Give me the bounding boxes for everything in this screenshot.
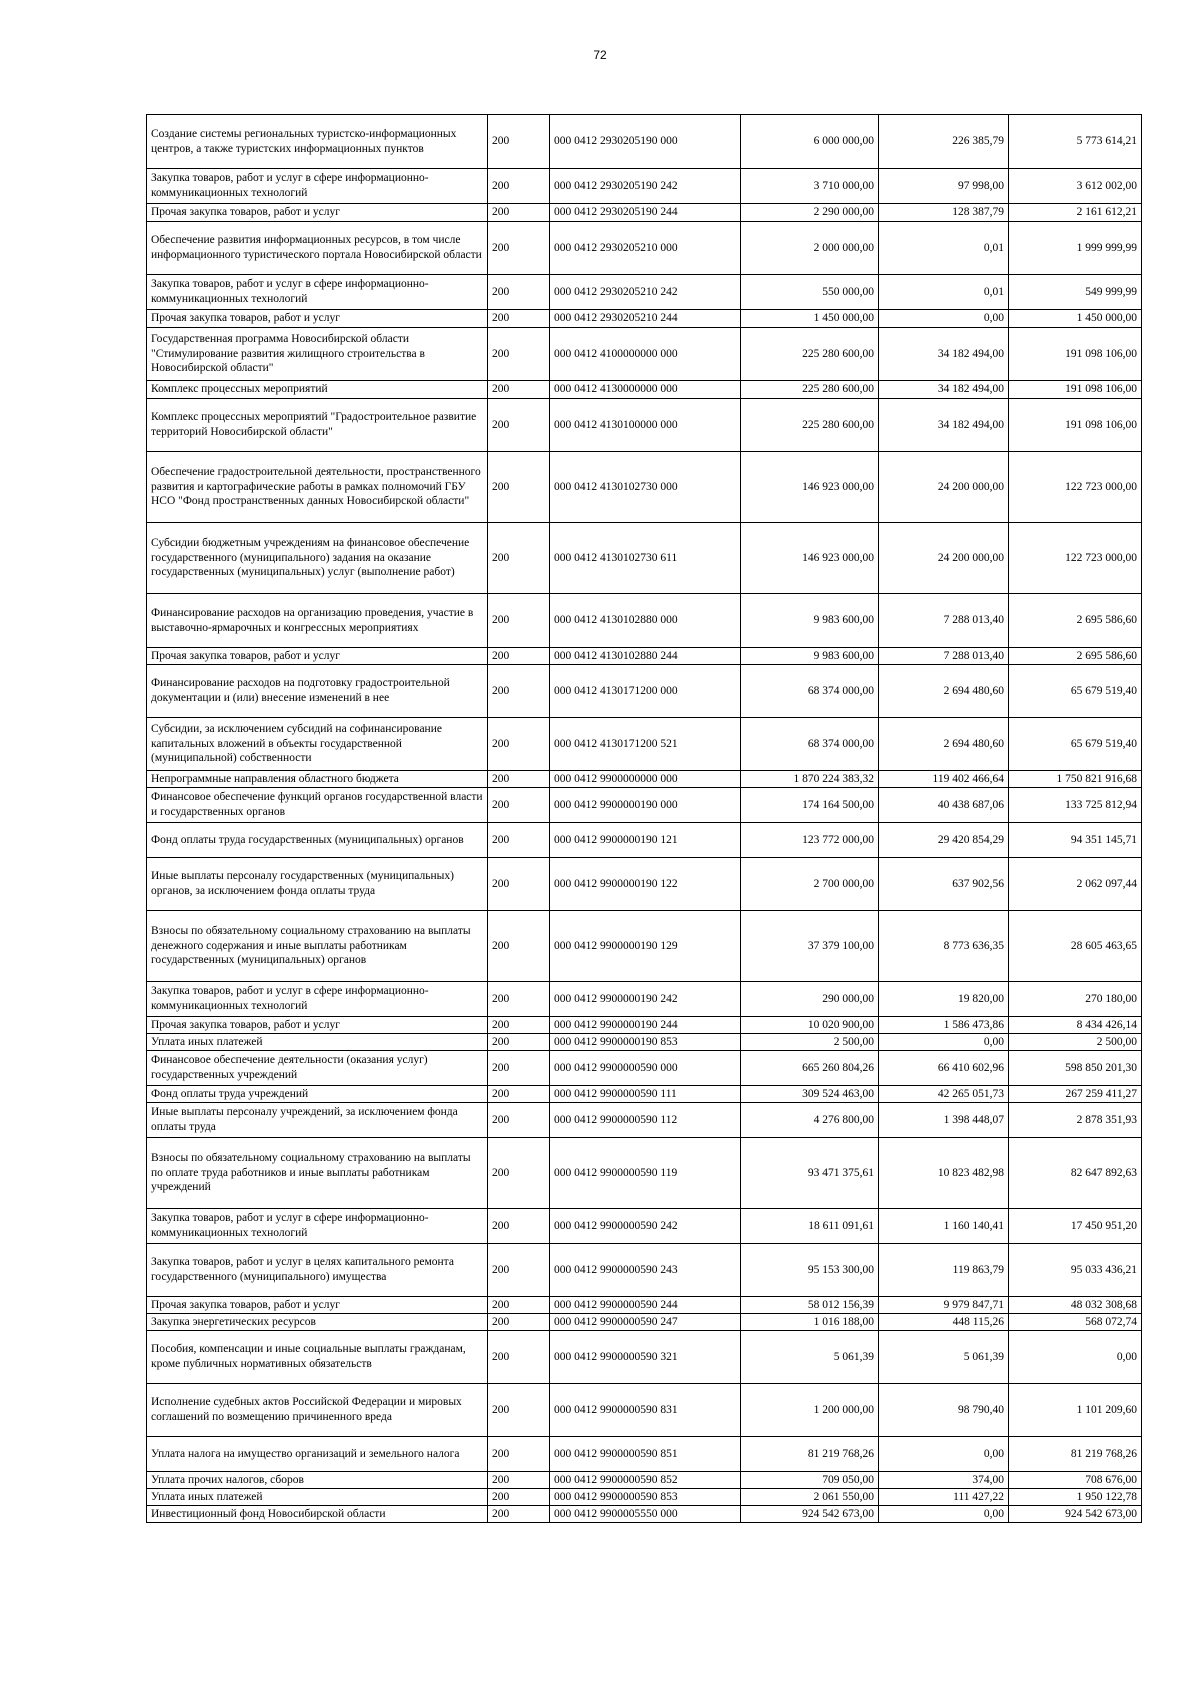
row-name: Пособия, компенсации и иные социальные выплаты гражданам, кроме публичных нормативных обязательств [147, 1331, 488, 1384]
row-name: Уплата иных платежей [147, 1034, 488, 1051]
row-executed-amount: 0,00 [879, 1437, 1009, 1472]
row-code: 200 [488, 1297, 550, 1314]
table-row [147, 1331, 1142, 1384]
row-unexecuted-amount: 95 033 436,21 [1009, 1244, 1142, 1297]
row-code: 200 [488, 1051, 550, 1086]
row-executed-amount: 19 820,00 [879, 982, 1009, 1017]
row-name: Прочая закупка товаров, работ и услуг [147, 1297, 488, 1314]
row-approved-amount: 95 153 300,00 [741, 1244, 879, 1297]
row-classification-code: 000 0412 2930205190 000 [550, 115, 741, 169]
row-executed-amount: 5 061,39 [879, 1331, 1009, 1384]
row-executed-amount: 1 586 473,86 [879, 1017, 1009, 1034]
row-unexecuted-amount: 1 999 999,99 [1009, 222, 1142, 275]
row-executed-amount: 119 863,79 [879, 1244, 1009, 1297]
row-code: 200 [488, 1437, 550, 1472]
table-row [147, 648, 1142, 665]
row-classification-code: 000 0412 2930205210 244 [550, 310, 741, 328]
row-unexecuted-amount: 191 098 106,00 [1009, 399, 1142, 452]
table-row [147, 1017, 1142, 1034]
row-executed-amount: 29 420 854,29 [879, 823, 1009, 858]
row-executed-amount: 448 115,26 [879, 1314, 1009, 1331]
row-approved-amount: 2 500,00 [741, 1034, 879, 1051]
row-name: Финансовое обеспечение деятельности (оказания услуг) государственных учреждений [147, 1051, 488, 1086]
table-row [147, 1437, 1142, 1472]
row-executed-amount: 2 694 480,60 [879, 718, 1009, 771]
row-name: Финансовое обеспечение функций органов государственной власти и государственных органов [147, 788, 488, 823]
row-approved-amount: 1 016 188,00 [741, 1314, 879, 1331]
table-row [147, 718, 1142, 771]
row-approved-amount: 550 000,00 [741, 275, 879, 310]
row-classification-code: 000 0412 4130100000 000 [550, 399, 741, 452]
row-name: Финансирование расходов на организацию проведения, участие в выставочно-ярмарочных и конгрессных мероприятиях [147, 594, 488, 648]
row-code: 200 [488, 1506, 550, 1523]
row-unexecuted-amount: 2 500,00 [1009, 1034, 1142, 1051]
row-classification-code: 000 0412 9900000590 243 [550, 1244, 741, 1297]
row-classification-code: 000 0412 9900000590 000 [550, 1051, 741, 1086]
row-executed-amount: 34 182 494,00 [879, 328, 1009, 381]
row-code: 200 [488, 399, 550, 452]
table-row [147, 310, 1142, 328]
row-code: 200 [488, 1314, 550, 1331]
row-executed-amount: 97 998,00 [879, 169, 1009, 204]
table-row [147, 982, 1142, 1017]
table-row [147, 1086, 1142, 1103]
row-executed-amount: 0,00 [879, 310, 1009, 328]
table-row [147, 1244, 1142, 1297]
row-name: Обеспечение градостроительной деятельности, пространственного развития и картографические работы в рамках полномочий ГБУ НСО "Фонд пространственных данных Новосибирской области" [147, 452, 488, 523]
row-code: 200 [488, 982, 550, 1017]
row-unexecuted-amount: 65 679 519,40 [1009, 718, 1142, 771]
row-approved-amount: 290 000,00 [741, 982, 879, 1017]
row-classification-code: 000 0412 4130102730 000 [550, 452, 741, 523]
row-approved-amount: 174 164 500,00 [741, 788, 879, 823]
row-code: 200 [488, 523, 550, 594]
budget-execution-table [146, 114, 1142, 1523]
row-approved-amount: 10 020 900,00 [741, 1017, 879, 1034]
row-executed-amount: 1 398 448,07 [879, 1103, 1009, 1138]
row-unexecuted-amount: 2 695 586,60 [1009, 594, 1142, 648]
row-code: 200 [488, 1331, 550, 1384]
row-classification-code: 000 0412 4130102880 244 [550, 648, 741, 665]
row-approved-amount: 93 471 375,61 [741, 1138, 879, 1209]
table-row [147, 771, 1142, 788]
row-name: Государственная программа Новосибирской области "Стимулирование развития жилищного строительства в Новосибирской области" [147, 328, 488, 381]
row-name: Финансирование расходов на подготовку градостроительной документации и (или) внесение изменений в нее [147, 665, 488, 718]
row-approved-amount: 18 611 091,61 [741, 1209, 879, 1244]
row-approved-amount: 37 379 100,00 [741, 911, 879, 982]
row-code: 200 [488, 1103, 550, 1138]
row-approved-amount: 123 772 000,00 [741, 823, 879, 858]
table-row [147, 911, 1142, 982]
table-row [147, 399, 1142, 452]
row-approved-amount: 225 280 600,00 [741, 381, 879, 399]
table-row [147, 1297, 1142, 1314]
row-executed-amount: 34 182 494,00 [879, 381, 1009, 399]
row-approved-amount: 225 280 600,00 [741, 328, 879, 381]
row-name: Уплата прочих налогов, сборов [147, 1472, 488, 1489]
row-unexecuted-amount: 270 180,00 [1009, 982, 1142, 1017]
row-approved-amount: 81 219 768,26 [741, 1437, 879, 1472]
row-executed-amount: 98 790,40 [879, 1384, 1009, 1437]
row-unexecuted-amount: 82 647 892,63 [1009, 1138, 1142, 1209]
row-classification-code: 000 0412 4130171200 521 [550, 718, 741, 771]
row-classification-code: 000 0412 4130000000 000 [550, 381, 741, 399]
row-name: Инвестиционный фонд Новосибирской области [147, 1506, 488, 1523]
row-approved-amount: 924 542 673,00 [741, 1506, 879, 1523]
row-unexecuted-amount: 568 072,74 [1009, 1314, 1142, 1331]
row-unexecuted-amount: 1 950 122,78 [1009, 1489, 1142, 1506]
table-row [147, 1103, 1142, 1138]
row-name: Закупка товаров, работ и услуг в сфере информационно-коммуникационных технологий [147, 275, 488, 310]
table-row [147, 204, 1142, 222]
row-code: 200 [488, 788, 550, 823]
row-unexecuted-amount: 65 679 519,40 [1009, 665, 1142, 718]
table-row [147, 523, 1142, 594]
row-unexecuted-amount: 17 450 951,20 [1009, 1209, 1142, 1244]
row-unexecuted-amount: 28 605 463,65 [1009, 911, 1142, 982]
row-executed-amount: 2 694 480,60 [879, 665, 1009, 718]
row-executed-amount: 0,01 [879, 275, 1009, 310]
row-code: 200 [488, 1209, 550, 1244]
row-approved-amount: 2 000 000,00 [741, 222, 879, 275]
row-code: 200 [488, 381, 550, 399]
row-name: Субсидии, за исключением субсидий на софинансирование капитальных вложений в объекты государственной (муниципальной) собственности [147, 718, 488, 771]
row-code: 200 [488, 204, 550, 222]
row-code: 200 [488, 1086, 550, 1103]
table-row [147, 1051, 1142, 1086]
table-row [147, 328, 1142, 381]
row-code: 200 [488, 771, 550, 788]
row-unexecuted-amount: 598 850 201,30 [1009, 1051, 1142, 1086]
row-classification-code: 000 0412 9900000590 242 [550, 1209, 741, 1244]
row-classification-code: 000 0412 9900000590 247 [550, 1314, 741, 1331]
row-name: Исполнение судебных актов Российской Федерации и мировых соглашений по возмещению причиненного вреда [147, 1384, 488, 1437]
table-row [147, 1384, 1142, 1437]
table-row [147, 665, 1142, 718]
row-unexecuted-amount: 708 676,00 [1009, 1472, 1142, 1489]
row-code: 200 [488, 1489, 550, 1506]
row-name: Взносы по обязательному социальному страхованию на выплаты денежного содержания и иные выплаты работникам государственных (муниципальных) органов [147, 911, 488, 982]
row-executed-amount: 226 385,79 [879, 115, 1009, 169]
row-approved-amount: 2 061 550,00 [741, 1489, 879, 1506]
row-approved-amount: 68 374 000,00 [741, 718, 879, 771]
row-code: 200 [488, 310, 550, 328]
table-row [147, 169, 1142, 204]
row-executed-amount: 7 288 013,40 [879, 594, 1009, 648]
row-executed-amount: 0,00 [879, 1034, 1009, 1051]
row-name: Иные выплаты персоналу государственных (муниципальных) органов, за исключением фонда оплаты труда [147, 858, 488, 911]
row-code: 200 [488, 911, 550, 982]
row-unexecuted-amount: 2 878 351,93 [1009, 1103, 1142, 1138]
table-row [147, 858, 1142, 911]
row-name: Уплата налога на имущество организаций и земельного налога [147, 1437, 488, 1472]
row-name: Прочая закупка товаров, работ и услуг [147, 1017, 488, 1034]
row-classification-code: 000 0412 2930205210 242 [550, 275, 741, 310]
row-name: Прочая закупка товаров, работ и услуг [147, 648, 488, 665]
row-code: 200 [488, 1472, 550, 1489]
row-approved-amount: 5 061,39 [741, 1331, 879, 1384]
row-name: Прочая закупка товаров, работ и услуг [147, 310, 488, 328]
row-unexecuted-amount: 0,00 [1009, 1331, 1142, 1384]
row-classification-code: 000 0412 9900000590 111 [550, 1086, 741, 1103]
row-approved-amount: 1 200 000,00 [741, 1384, 879, 1437]
row-classification-code: 000 0412 4100000000 000 [550, 328, 741, 381]
row-name: Фонд оплаты труда государственных (муниципальных) органов [147, 823, 488, 858]
table-row [147, 1314, 1142, 1331]
row-executed-amount: 24 200 000,00 [879, 452, 1009, 523]
table-row [147, 452, 1142, 523]
row-unexecuted-amount: 48 032 308,68 [1009, 1297, 1142, 1314]
row-executed-amount: 24 200 000,00 [879, 523, 1009, 594]
row-classification-code: 000 0412 9900000000 000 [550, 771, 741, 788]
row-code: 200 [488, 1138, 550, 1209]
row-code: 200 [488, 1384, 550, 1437]
table-row [147, 1034, 1142, 1051]
row-approved-amount: 665 260 804,26 [741, 1051, 879, 1086]
row-code: 200 [488, 665, 550, 718]
row-name: Фонд оплаты труда учреждений [147, 1086, 488, 1103]
row-classification-code: 000 0412 9900000190 000 [550, 788, 741, 823]
table-row [147, 1209, 1142, 1244]
row-executed-amount: 128 387,79 [879, 204, 1009, 222]
row-name: Создание системы региональных туристско-информационных центров, а также туристских информационных пунктов [147, 115, 488, 169]
row-approved-amount: 2 290 000,00 [741, 204, 879, 222]
table-row [147, 381, 1142, 399]
row-classification-code: 000 0412 4130102880 000 [550, 594, 741, 648]
row-classification-code: 000 0412 9900000590 853 [550, 1489, 741, 1506]
row-approved-amount: 2 700 000,00 [741, 858, 879, 911]
row-classification-code: 000 0412 9900000590 321 [550, 1331, 741, 1384]
row-classification-code: 000 0412 9900000590 119 [550, 1138, 741, 1209]
table-body [147, 115, 1142, 1523]
row-code: 200 [488, 648, 550, 665]
table-row [147, 275, 1142, 310]
row-classification-code: 000 0412 4130102730 611 [550, 523, 741, 594]
row-approved-amount: 9 983 600,00 [741, 594, 879, 648]
row-executed-amount: 42 265 051,73 [879, 1086, 1009, 1103]
row-name: Закупка товаров, работ и услуг в сфере информационно-коммуникационных технологий [147, 169, 488, 204]
row-unexecuted-amount: 1 101 209,60 [1009, 1384, 1142, 1437]
row-classification-code: 000 0412 4130171200 000 [550, 665, 741, 718]
row-executed-amount: 111 427,22 [879, 1489, 1009, 1506]
row-approved-amount: 3 710 000,00 [741, 169, 879, 204]
row-code: 200 [488, 275, 550, 310]
row-code: 200 [488, 328, 550, 381]
row-code: 200 [488, 858, 550, 911]
row-name: Комплекс процессных мероприятий [147, 381, 488, 399]
row-name: Иные выплаты персоналу учреждений, за исключением фонда оплаты труда [147, 1103, 488, 1138]
row-name: Комплекс процессных мероприятий "Градостроительное развитие территорий Новосибирской области" [147, 399, 488, 452]
row-approved-amount: 6 000 000,00 [741, 115, 879, 169]
row-approved-amount: 68 374 000,00 [741, 665, 879, 718]
row-classification-code: 000 0412 9900000590 831 [550, 1384, 741, 1437]
row-code: 200 [488, 1034, 550, 1051]
row-code: 200 [488, 452, 550, 523]
row-approved-amount: 146 923 000,00 [741, 452, 879, 523]
row-unexecuted-amount: 5 773 614,21 [1009, 115, 1142, 169]
table-row [147, 222, 1142, 275]
row-name: Прочая закупка товаров, работ и услуг [147, 204, 488, 222]
row-unexecuted-amount: 94 351 145,71 [1009, 823, 1142, 858]
row-code: 200 [488, 115, 550, 169]
row-unexecuted-amount: 133 725 812,94 [1009, 788, 1142, 823]
row-unexecuted-amount: 1 750 821 916,68 [1009, 771, 1142, 788]
table-row [147, 115, 1142, 169]
row-classification-code: 000 0412 9900000590 851 [550, 1437, 741, 1472]
row-executed-amount: 374,00 [879, 1472, 1009, 1489]
row-classification-code: 000 0412 9900000190 122 [550, 858, 741, 911]
table-row [147, 1489, 1142, 1506]
row-executed-amount: 637 902,56 [879, 858, 1009, 911]
row-approved-amount: 709 050,00 [741, 1472, 879, 1489]
row-approved-amount: 9 983 600,00 [741, 648, 879, 665]
row-executed-amount: 7 288 013,40 [879, 648, 1009, 665]
row-code: 200 [488, 823, 550, 858]
table-row [147, 788, 1142, 823]
row-executed-amount: 0,01 [879, 222, 1009, 275]
row-approved-amount: 58 012 156,39 [741, 1297, 879, 1314]
row-unexecuted-amount: 549 999,99 [1009, 275, 1142, 310]
row-classification-code: 000 0412 9900000590 852 [550, 1472, 741, 1489]
row-name: Взносы по обязательному социальному страхованию на выплаты по оплате труда работников и иные выплаты работникам учреждений [147, 1138, 488, 1209]
table-row [147, 1506, 1142, 1523]
row-unexecuted-amount: 81 219 768,26 [1009, 1437, 1142, 1472]
row-classification-code: 000 0412 9900000190 244 [550, 1017, 741, 1034]
row-executed-amount: 8 773 636,35 [879, 911, 1009, 982]
row-classification-code: 000 0412 9900005550 000 [550, 1506, 741, 1523]
row-name: Закупка энергетических ресурсов [147, 1314, 488, 1331]
row-name: Закупка товаров, работ и услуг в целях капитального ремонта государственного (муниципального) имущества [147, 1244, 488, 1297]
row-name: Уплата иных платежей [147, 1489, 488, 1506]
row-unexecuted-amount: 2 695 586,60 [1009, 648, 1142, 665]
row-executed-amount: 9 979 847,71 [879, 1297, 1009, 1314]
row-approved-amount: 4 276 800,00 [741, 1103, 879, 1138]
row-approved-amount: 309 524 463,00 [741, 1086, 879, 1103]
row-unexecuted-amount: 122 723 000,00 [1009, 523, 1142, 594]
row-approved-amount: 1 870 224 383,32 [741, 771, 879, 788]
row-executed-amount: 40 438 687,06 [879, 788, 1009, 823]
row-unexecuted-amount: 1 450 000,00 [1009, 310, 1142, 328]
row-unexecuted-amount: 191 098 106,00 [1009, 381, 1142, 399]
row-code: 200 [488, 1017, 550, 1034]
row-name: Закупка товаров, работ и услуг в сфере информационно-коммуникационных технологий [147, 982, 488, 1017]
row-classification-code: 000 0412 9900000190 853 [550, 1034, 741, 1051]
row-code: 200 [488, 1244, 550, 1297]
row-unexecuted-amount: 3 612 002,00 [1009, 169, 1142, 204]
row-code: 200 [488, 718, 550, 771]
row-approved-amount: 146 923 000,00 [741, 523, 879, 594]
table-row [147, 823, 1142, 858]
row-executed-amount: 34 182 494,00 [879, 399, 1009, 452]
row-classification-code: 000 0412 2930205190 244 [550, 204, 741, 222]
table-row [147, 594, 1142, 648]
row-name: Обеспечение развития информационных ресурсов, в том числе информационного туристического портала Новосибирской области [147, 222, 488, 275]
table-row [147, 1472, 1142, 1489]
row-executed-amount: 119 402 466,64 [879, 771, 1009, 788]
row-name: Непрограммные направления областного бюджета [147, 771, 488, 788]
row-code: 200 [488, 222, 550, 275]
row-approved-amount: 225 280 600,00 [741, 399, 879, 452]
row-name: Закупка товаров, работ и услуг в сфере информационно-коммуникационных технологий [147, 1209, 488, 1244]
row-classification-code: 000 0412 9900000590 244 [550, 1297, 741, 1314]
row-unexecuted-amount: 267 259 411,27 [1009, 1086, 1142, 1103]
row-approved-amount: 1 450 000,00 [741, 310, 879, 328]
table-row [147, 1138, 1142, 1209]
row-name: Субсидии бюджетным учреждениям на финансовое обеспечение государственного (муниципального) задания на оказание государственных (муниципальных) услуг (выполнение работ) [147, 523, 488, 594]
row-unexecuted-amount: 191 098 106,00 [1009, 328, 1142, 381]
row-classification-code: 000 0412 9900000190 121 [550, 823, 741, 858]
row-classification-code: 000 0412 9900000190 129 [550, 911, 741, 982]
page-number: 72 [593, 48, 607, 62]
row-code: 200 [488, 594, 550, 648]
row-executed-amount: 0,00 [879, 1506, 1009, 1523]
row-unexecuted-amount: 924 542 673,00 [1009, 1506, 1142, 1523]
row-executed-amount: 66 410 602,96 [879, 1051, 1009, 1086]
row-executed-amount: 1 160 140,41 [879, 1209, 1009, 1244]
row-unexecuted-amount: 2 161 612,21 [1009, 204, 1142, 222]
row-code: 200 [488, 169, 550, 204]
row-classification-code: 000 0412 2930205190 242 [550, 169, 741, 204]
row-classification-code: 000 0412 2930205210 000 [550, 222, 741, 275]
row-unexecuted-amount: 122 723 000,00 [1009, 452, 1142, 523]
row-executed-amount: 10 823 482,98 [879, 1138, 1009, 1209]
row-unexecuted-amount: 2 062 097,44 [1009, 858, 1142, 911]
row-classification-code: 000 0412 9900000590 112 [550, 1103, 741, 1138]
row-unexecuted-amount: 8 434 426,14 [1009, 1017, 1142, 1034]
row-classification-code: 000 0412 9900000190 242 [550, 982, 741, 1017]
